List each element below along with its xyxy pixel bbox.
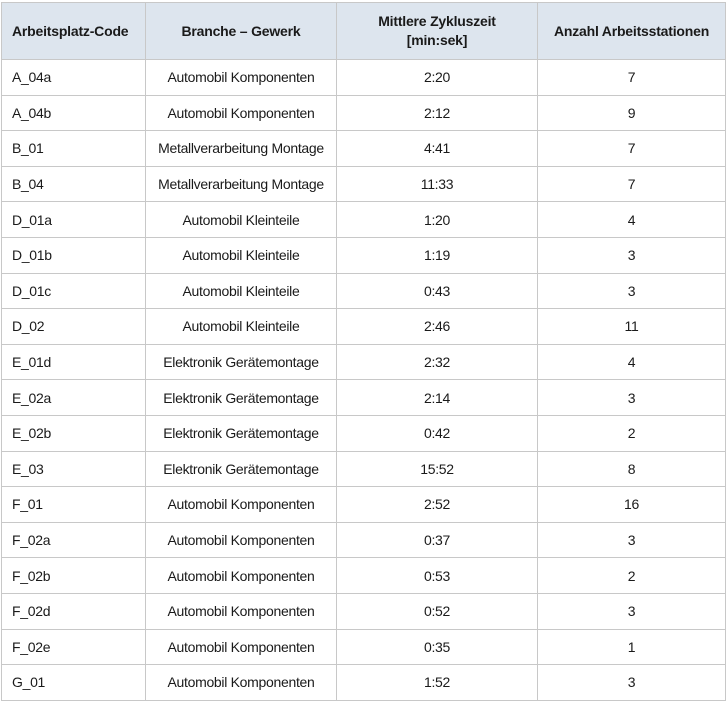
cell-branch: Automobil Kleinteile [146,309,337,345]
cell-stations: 2 [538,415,726,451]
cell-stations: 9 [538,95,726,131]
header-branch: Branche – Gewerk [146,3,337,60]
cell-code: F_02b [2,558,146,594]
cell-stations: 3 [538,665,726,701]
table-row [2,273,726,309]
cell-stations: 2 [538,558,726,594]
cell-branch: Automobil Komponenten [146,522,337,558]
cell-cycle-time: 0:37 [337,522,538,558]
cell-branch: Automobil Komponenten [146,593,337,629]
table-row [2,593,726,629]
table-row [2,665,726,701]
cell-code: E_01d [2,344,146,380]
cell-stations: 3 [538,522,726,558]
cell-branch: Automobil Kleinteile [146,202,337,238]
header-cycle-time-line1: Mittlere Zykluszeit [378,13,496,29]
cell-code: G_01 [2,665,146,701]
cell-branch: Automobil Komponenten [146,95,337,131]
cell-stations: 16 [538,487,726,523]
cell-cycle-time: 0:43 [337,273,538,309]
cell-cycle-time: 1:19 [337,237,538,273]
cell-cycle-time: 11:33 [337,166,538,202]
cell-stations: 4 [538,344,726,380]
cell-code: F_02a [2,522,146,558]
cell-code: E_03 [2,451,146,487]
cell-cycle-time: 2:46 [337,309,538,345]
table-row [2,202,726,238]
table-body [2,60,726,701]
table-row [2,558,726,594]
cell-code: D_01b [2,237,146,273]
cell-branch: Elektronik Gerätemontage [146,451,337,487]
cell-code: A_04a [2,60,146,96]
cell-stations: 3 [538,237,726,273]
cell-cycle-time: 2:20 [337,60,538,96]
table-row [2,166,726,202]
cell-cycle-time: 1:52 [337,665,538,701]
cell-branch: Metallverarbeitung Montage [146,131,337,167]
table-row [2,451,726,487]
cell-branch: Automobil Komponenten [146,487,337,523]
table-row [2,629,726,665]
table-row [2,309,726,345]
cell-stations: 3 [538,593,726,629]
cell-cycle-time: 2:52 [337,487,538,523]
header-cycle-time [337,3,538,60]
table-row [2,237,726,273]
cell-cycle-time: 0:52 [337,593,538,629]
cell-code: B_04 [2,166,146,202]
cell-code: F_02d [2,593,146,629]
cell-stations: 3 [538,380,726,416]
cell-code: F_02e [2,629,146,665]
cell-code: D_01c [2,273,146,309]
header-row [2,3,726,60]
cell-code: D_02 [2,309,146,345]
cell-code: E_02a [2,380,146,416]
cell-branch: Automobil Kleinteile [146,273,337,309]
cell-branch: Automobil Komponenten [146,629,337,665]
cell-stations: 7 [538,166,726,202]
cell-stations: 1 [538,629,726,665]
cell-cycle-time: 4:41 [337,131,538,167]
cell-stations: 7 [538,60,726,96]
cell-stations: 4 [538,202,726,238]
table-row [2,380,726,416]
cell-branch: Metallverarbeitung Montage [146,166,337,202]
cell-branch: Elektronik Gerätemontage [146,344,337,380]
cell-branch: Automobil Komponenten [146,60,337,96]
cell-cycle-time: 2:14 [337,380,538,416]
workstation-table [1,2,726,701]
cell-stations: 8 [538,451,726,487]
cell-stations: 7 [538,131,726,167]
table-row [2,487,726,523]
table-row [2,415,726,451]
cell-stations: 3 [538,273,726,309]
table-header [2,3,726,60]
table-row [2,344,726,380]
cell-branch: Automobil Komponenten [146,665,337,701]
cell-cycle-time: 0:42 [337,415,538,451]
cell-code: D_01a [2,202,146,238]
cell-code: F_01 [2,487,146,523]
cell-cycle-time: 0:53 [337,558,538,594]
cell-branch: Automobil Kleinteile [146,237,337,273]
header-code: Arbeitsplatz-Code [2,3,146,60]
cell-cycle-time: 2:12 [337,95,538,131]
header-stations: Anzahl Arbeitsstationen [538,3,726,60]
cell-code: E_02b [2,415,146,451]
header-cycle-time-line2: [min:sek] [406,32,468,48]
cell-branch: Elektronik Gerätemontage [146,415,337,451]
table-row [2,131,726,167]
cell-code: B_01 [2,131,146,167]
table-row [2,95,726,131]
cell-code: A_04b [2,95,146,131]
cell-cycle-time: 0:35 [337,629,538,665]
cell-cycle-time: 15:52 [337,451,538,487]
cell-cycle-time: 1:20 [337,202,538,238]
workstation-table-container [1,2,725,701]
cell-branch: Automobil Komponenten [146,558,337,594]
cell-cycle-time: 2:32 [337,344,538,380]
table-row [2,522,726,558]
cell-stations: 11 [538,309,726,345]
cell-branch: Elektronik Gerätemontage [146,380,337,416]
table-row [2,60,726,96]
